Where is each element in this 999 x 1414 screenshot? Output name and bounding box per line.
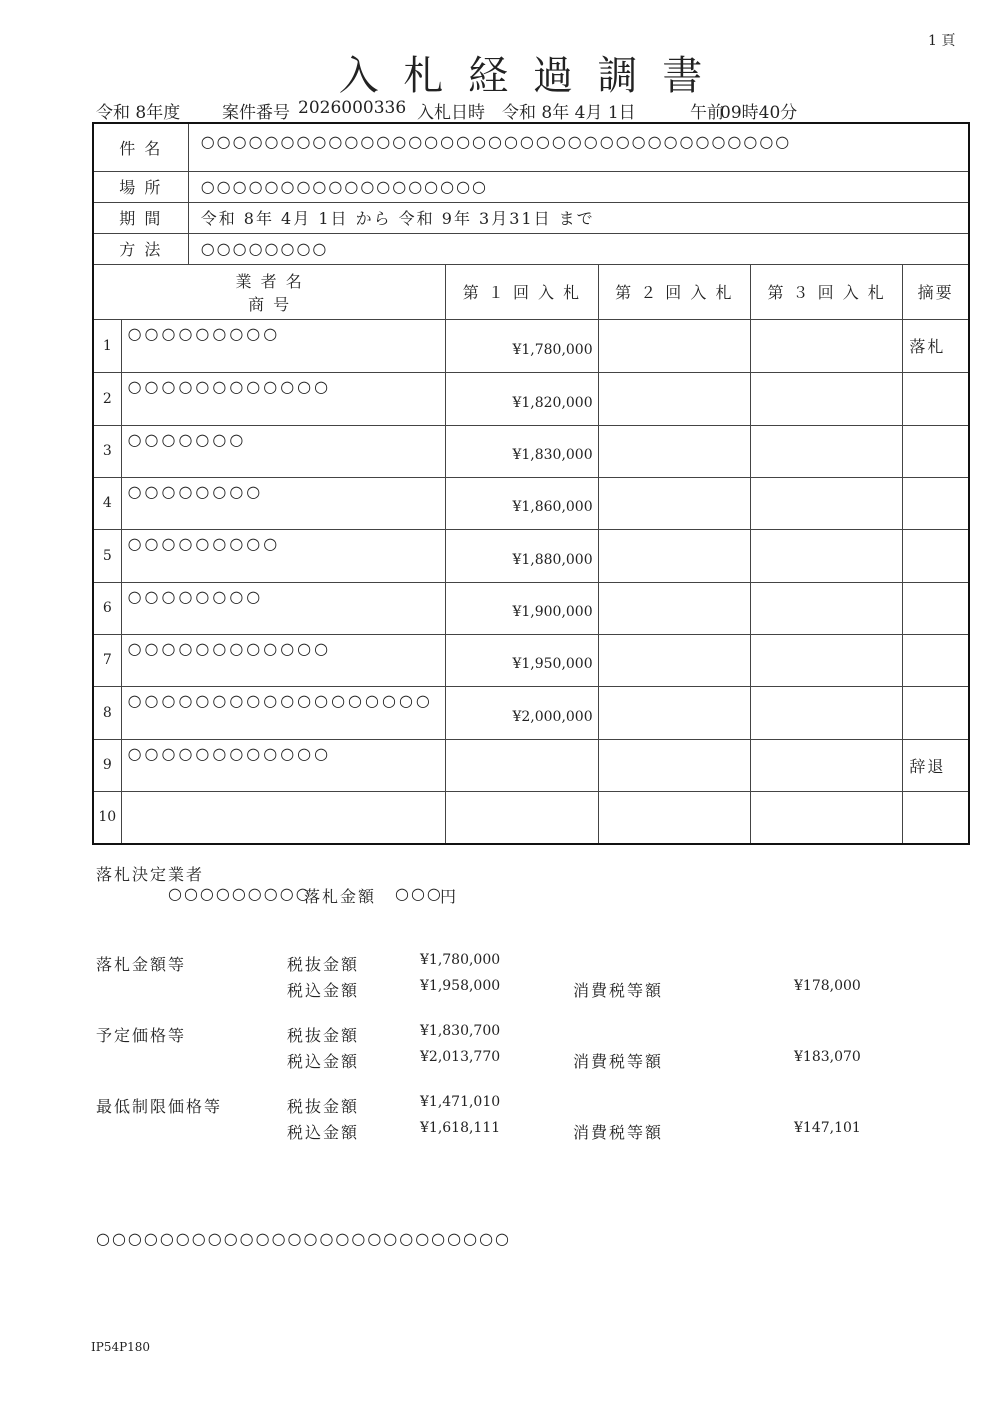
tax-label: 消費税等額: [573, 1052, 664, 1071]
form-id: IP54P180: [91, 1340, 151, 1354]
row-number: 8: [93, 686, 121, 739]
bidder-name: ○○○○○○○○○○○○: [121, 372, 446, 425]
winner-label: 落札決定業者: [96, 865, 205, 884]
bidder-name: ○○○○○○○○: [121, 582, 446, 634]
bid-date-label: 入札日時: [417, 103, 485, 123]
round2-price: [598, 739, 750, 791]
page-number: 1 頁: [928, 33, 956, 49]
winner-amount-label: 落札金額: [304, 887, 377, 906]
bidder-name: ○○○○○○○○○○○○: [121, 634, 446, 686]
round3-column-header: 第 ３ 回 入 札: [750, 264, 902, 319]
tax-amount: ¥147,101: [794, 1120, 861, 1136]
round3-price: [750, 791, 902, 844]
excl-tax-amount: ¥1,780,000: [420, 952, 501, 968]
bidder-rows: [93, 319, 969, 844]
bidder-name: ○○○○○○○○: [121, 477, 446, 529]
subject-value: ○○○○○○○○○○○○○○○○○○○○○○○○○○○○○○○○○○○○○: [188, 123, 969, 171]
incl-tax-label: 税込金額: [287, 1052, 360, 1071]
column-header-row: [93, 264, 969, 319]
info-row-subject: [93, 123, 969, 171]
bid-time-label: 午前: [690, 103, 724, 123]
round3-price: [750, 634, 902, 686]
round2-price: [598, 477, 750, 529]
fiscal-year: 令和 8年度: [96, 103, 181, 123]
round1-price: ¥1,780,000: [446, 319, 598, 372]
round1-price: ¥1,950,000: [446, 634, 598, 686]
bidder-header-label: 業 者 名: [235, 271, 304, 291]
case-number: 2026000336: [298, 98, 407, 118]
incl-tax-label: 税込金額: [287, 981, 360, 1000]
round1-price: ¥1,830,000: [446, 425, 598, 477]
remark: ○○○○○○○○○○○○○○○○○○○○○○○○○○: [96, 1229, 511, 1248]
round1-price: [446, 791, 598, 844]
row-number: 3: [93, 425, 121, 477]
location-label: 場 所: [93, 171, 188, 202]
round2-price: [598, 686, 750, 739]
row-note: [903, 582, 969, 634]
round2-price: [598, 529, 750, 582]
period-value: 令和 8年 4月 1日 から 令和 9年 3月31日 まで: [188, 202, 969, 233]
summary-label: 最低制限価格等: [96, 1097, 223, 1116]
row-number: 5: [93, 529, 121, 582]
round2-price: [598, 791, 750, 844]
round1-price: ¥1,900,000: [446, 582, 598, 634]
incl-tax-label: 税込金額: [287, 1123, 360, 1142]
subject-label: 件 名: [93, 123, 188, 171]
table-row: [93, 739, 969, 791]
round3-price: [750, 477, 902, 529]
bidder-header-sub: 商 号: [248, 294, 292, 314]
round2-price: [598, 425, 750, 477]
round1-column-header: 第 １ 回 入 札: [446, 264, 598, 319]
round2-price: [598, 582, 750, 634]
tax-amount: ¥178,000: [794, 978, 861, 994]
bid-table: [92, 122, 970, 845]
row-number: 7: [93, 634, 121, 686]
row-note: [903, 372, 969, 425]
tax-label: 消費税等額: [573, 1123, 664, 1142]
round1-price: ¥1,860,000: [446, 477, 598, 529]
table-row: [93, 372, 969, 425]
round2-price: [598, 634, 750, 686]
round1-price: ¥1,820,000: [446, 372, 598, 425]
table-row: [93, 529, 969, 582]
excl-tax-amount: ¥1,471,010: [420, 1094, 501, 1110]
bidder-name: ○○○○○○○○○○○○: [121, 739, 446, 791]
excl-tax-label: 税抜金額: [287, 955, 360, 974]
location-value: ○○○○○○○○○○○○○○○○○○: [188, 171, 969, 202]
row-number: 9: [93, 739, 121, 791]
bidder-name: [121, 791, 446, 844]
round3-price: [750, 529, 902, 582]
winner-name: ○○○○○○○○○: [168, 884, 312, 903]
incl-tax-amount: ¥2,013,770: [420, 1049, 501, 1065]
info-row-period: [93, 202, 969, 233]
row-note: [903, 425, 969, 477]
row-note: [903, 634, 969, 686]
round2-price: [598, 372, 750, 425]
row-note: [903, 686, 969, 739]
bidder-name: ○○○○○○○○○: [121, 319, 446, 372]
period-label: 期 間: [93, 202, 188, 233]
table-row: [93, 791, 969, 844]
round3-price: [750, 319, 902, 372]
round3-price: [750, 582, 902, 634]
row-number: 6: [93, 582, 121, 634]
table-row: [93, 634, 969, 686]
excl-tax-label: 税抜金額: [287, 1026, 360, 1045]
table-row: [93, 319, 969, 372]
tax-label: 消費税等額: [573, 981, 664, 1000]
table-row: [93, 582, 969, 634]
row-note: 辞退: [903, 739, 969, 791]
row-number: 1: [93, 319, 121, 372]
bid-time: 09時40分: [720, 103, 798, 123]
method-value: ○○○○○○○○: [188, 233, 969, 264]
bidder-name: ○○○○○○○: [121, 425, 446, 477]
note-column-header: 摘要: [903, 264, 969, 319]
page-title: 入 札 経 過 調 書: [338, 53, 709, 99]
tax-amount: ¥183,070: [794, 1049, 861, 1065]
bidder-name: ○○○○○○○○○: [121, 529, 446, 582]
winner-amount-suffix: 円: [440, 887, 459, 906]
summary-label: 落札金額等: [96, 955, 187, 974]
table-row: [93, 425, 969, 477]
excl-tax-label: 税抜金額: [287, 1097, 360, 1116]
round1-price: [446, 739, 598, 791]
table-row: [93, 477, 969, 529]
info-row-location: [93, 171, 969, 202]
bid-date: 令和 8年 4月 1日: [502, 103, 636, 123]
row-note: [903, 791, 969, 844]
case-number-label: 案件番号: [222, 103, 290, 123]
info-row-method: [93, 233, 969, 264]
method-label: 方 法: [93, 233, 188, 264]
round2-column-header: 第 ２ 回 入 札: [598, 264, 750, 319]
bidder-name: ○○○○○○○○○○○○○○○○○○: [121, 686, 446, 739]
row-note: [903, 529, 969, 582]
row-note: [903, 477, 969, 529]
round3-price: [750, 686, 902, 739]
row-number: 10: [93, 791, 121, 844]
summary-label: 予定価格等: [96, 1026, 187, 1045]
round2-price: [598, 319, 750, 372]
incl-tax-amount: ¥1,958,000: [420, 978, 501, 994]
bidder-column-header: [93, 264, 446, 319]
winner-amount: ○○○: [395, 884, 443, 903]
round1-price: ¥1,880,000: [446, 529, 598, 582]
excl-tax-amount: ¥1,830,700: [420, 1023, 501, 1039]
row-number: 2: [93, 372, 121, 425]
round1-price: ¥2,000,000: [446, 686, 598, 739]
row-number: 4: [93, 477, 121, 529]
table-row: [93, 686, 969, 739]
round3-price: [750, 425, 902, 477]
row-note: 落札: [903, 319, 969, 372]
round3-price: [750, 739, 902, 791]
incl-tax-amount: ¥1,618,111: [420, 1120, 501, 1136]
round3-price: [750, 372, 902, 425]
